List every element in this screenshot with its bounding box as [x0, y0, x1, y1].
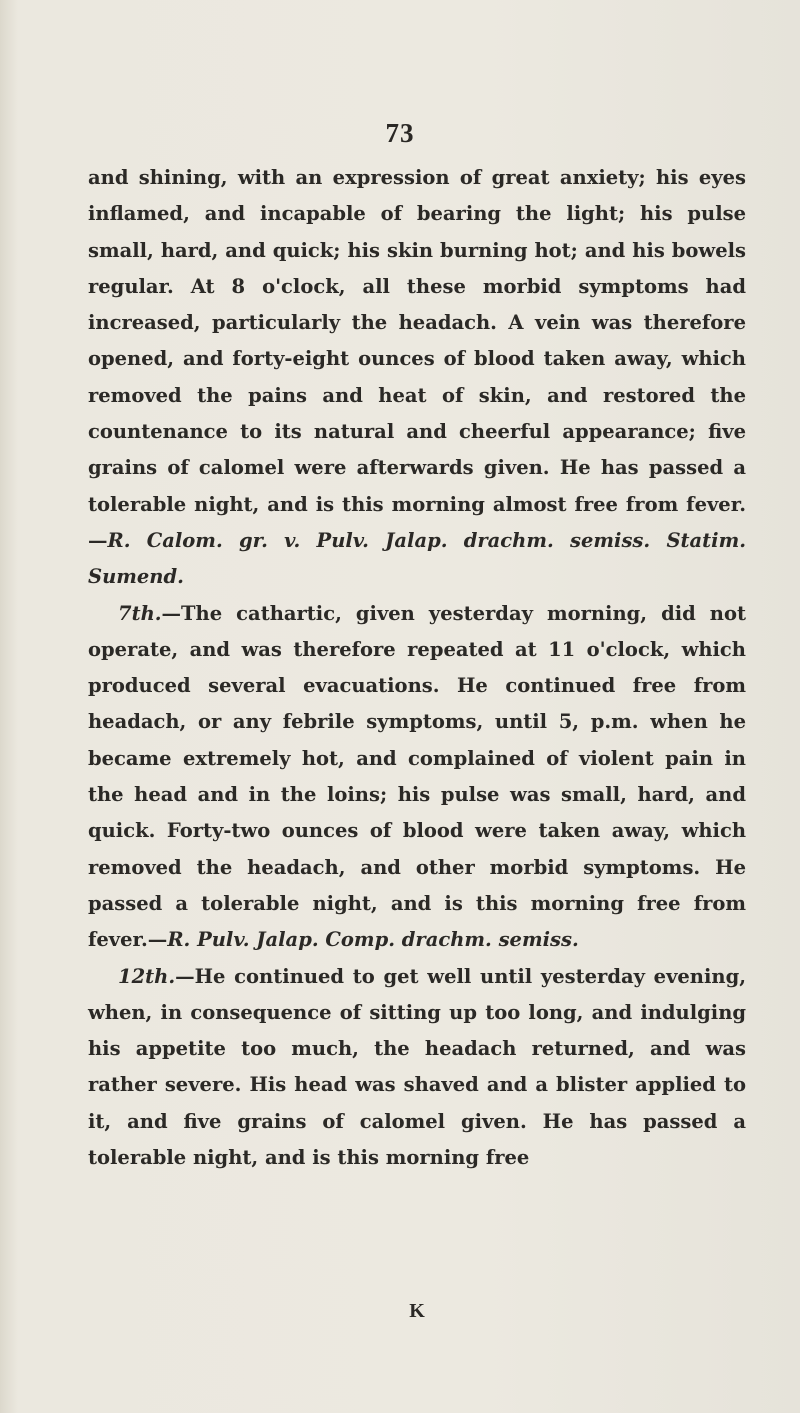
paragraph-continuation: [88, 160, 746, 596]
paragraph-text: —He continued to get well until yesterday evening, when, in consequence of sitting up too long, and indulging his appetite too much, the headach returned, and was rather severe. His head was shaved and a blister applied to it, and five grains of calomel given. He has passed a tolerable night, and is this morning free: [88, 964, 746, 1170]
paragraph-entry: [88, 959, 746, 1177]
prescription: R. Pulv. Jalap. Comp. drachm. semiss.: [167, 928, 579, 952]
entry-date: 12th.: [118, 964, 176, 988]
page-number: 73: [385, 118, 415, 148]
body-text: [88, 160, 746, 1176]
signature-mark: K: [409, 1300, 425, 1322]
prescription: R. Calom. gr. v. Pulv. Jalap. drachm. semiss. Statim. Sumend.: [88, 528, 746, 589]
paragraph-entry: [88, 596, 746, 959]
paragraph-text: —The cathartic, given yesterday morning, did not operate, and was therefore repeated at 11 o'clock, which produced several evacuations. He continued free from headach, or any febrile symptoms, until 5, p.m. when he became extremely hot, and complained of violent pain in the head and in the loins; his pulse was small, hard, and quick. Forty-two ounces of blood were taken away, which removed the headach, and other morbid symptoms. He passed a tolerable night, and is this morning free from fever.—: [88, 601, 746, 952]
entry-date: 7th.: [118, 601, 162, 625]
paragraph-text: and shining, with an expression of great anxiety; his eyes inflamed, and incapable of bearing the light; his pulse small, hard, and quick; his skin burning hot; and his bowels regular. At 8 o'clock, all these morbid symptoms had increased, particularly the headach. A vein was therefore opened, and forty-eight ounces of blood taken away, which removed the pains and heat of skin, and restored the countenance to its natural and cheerful appearance; five grains of calomel were afterwards given. He has passed a tolerable night, and is this morning almost free from fever.—: [88, 166, 746, 552]
